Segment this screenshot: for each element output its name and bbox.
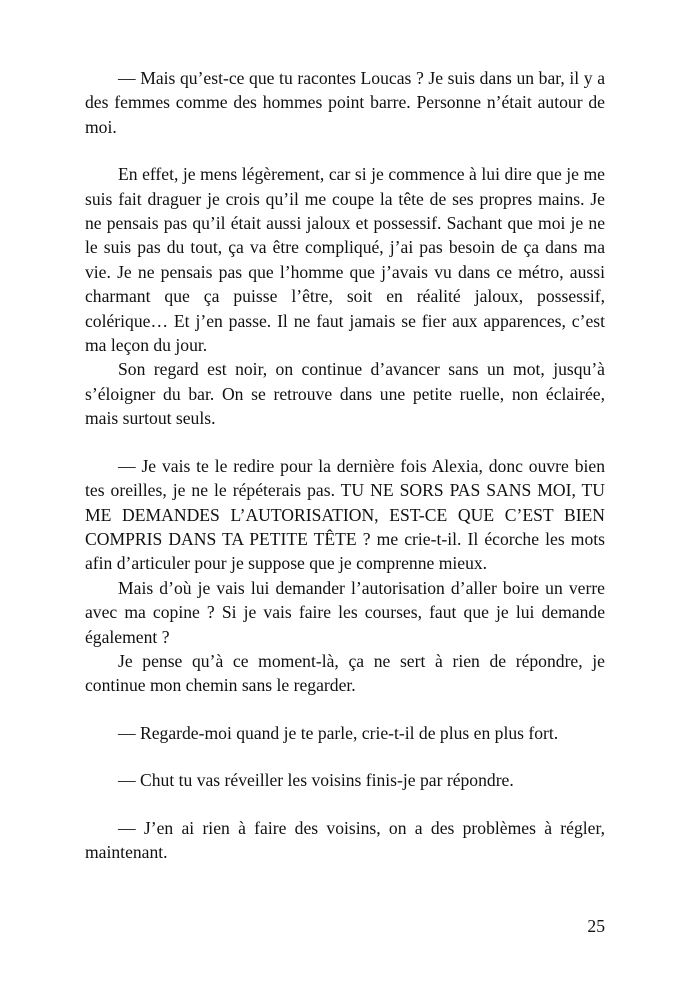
paragraph-1: — Mais qu’est-ce que tu racontes Loucas ? Je suis dans un bar, il y a des femmes comme des hommes point barre. Personne n’était autour de moi. (85, 68, 605, 137)
paragraph-3: Son regard est noir, on continue d’avancer sans un mot, jusqu’à s’éloigner du bar. On se retrouve dans une petite ruelle, non éclairée, mais surtout seuls. (85, 359, 605, 429)
paragraph-6: Je pense qu’à ce moment-là, ça ne sert à rien de répondre, je continue mon chemin sans le regarder. (85, 650, 605, 696)
paragraph-9: — J’en ai rien à faire des voisins, on a des problèmes à régler, maintenant. (85, 817, 605, 862)
paragraph-5: Mais d’où je vais lui demander l’autorisation d’aller boire un verre avec ma copine ? Si je vais faire les courses, faut que je lui demande également ? (85, 577, 605, 647)
paragraph-7: — Regarde-moi quand je te parle, crie-t-il de plus en plus fort. (118, 722, 559, 743)
paragraph-4: — Je vais te le redire pour la dernière fois Alexia, donc ouvre bien tes oreilles, je ne le répéterais pas. TU NE SORS PAS SANS MOI, TU ME DEMANDES L’AUTORISATION, EST-CE QUE C’EST BIEN COMPRIS DANS TA PETITE TÊTE ? me crie-t-il. Il écorche les mots afin d’articuler pour je suppose que je comprenne mieux. (85, 455, 605, 574)
page-text (85, 66, 605, 864)
paragraph-2: En effet, je mens légèrement, car si je commence à lui dire que je me suis fait draguer je crois qu’il me coupe la tête de ses propres mains. Je ne pensais pas qu’il était aussi jaloux et possessif. Sachant que moi je ne le suis pas du tout, ça va être compliqué, j’ai pas besoin de ça dans ma vie. Je ne pensais pas que l’homme que j’avais vu dans ce métro, aussi charmant que ça puisse l’être, soit en réalité jaloux, possessif, colérique… Et j’en passe. Il ne faut jamais se fier aux apparences, c’est ma leçon du jour. (85, 164, 605, 356)
page-number: 25 (587, 916, 605, 936)
paragraph-8: — Chut tu vas réveiller les voisins finis-je par répondre. (118, 770, 514, 791)
